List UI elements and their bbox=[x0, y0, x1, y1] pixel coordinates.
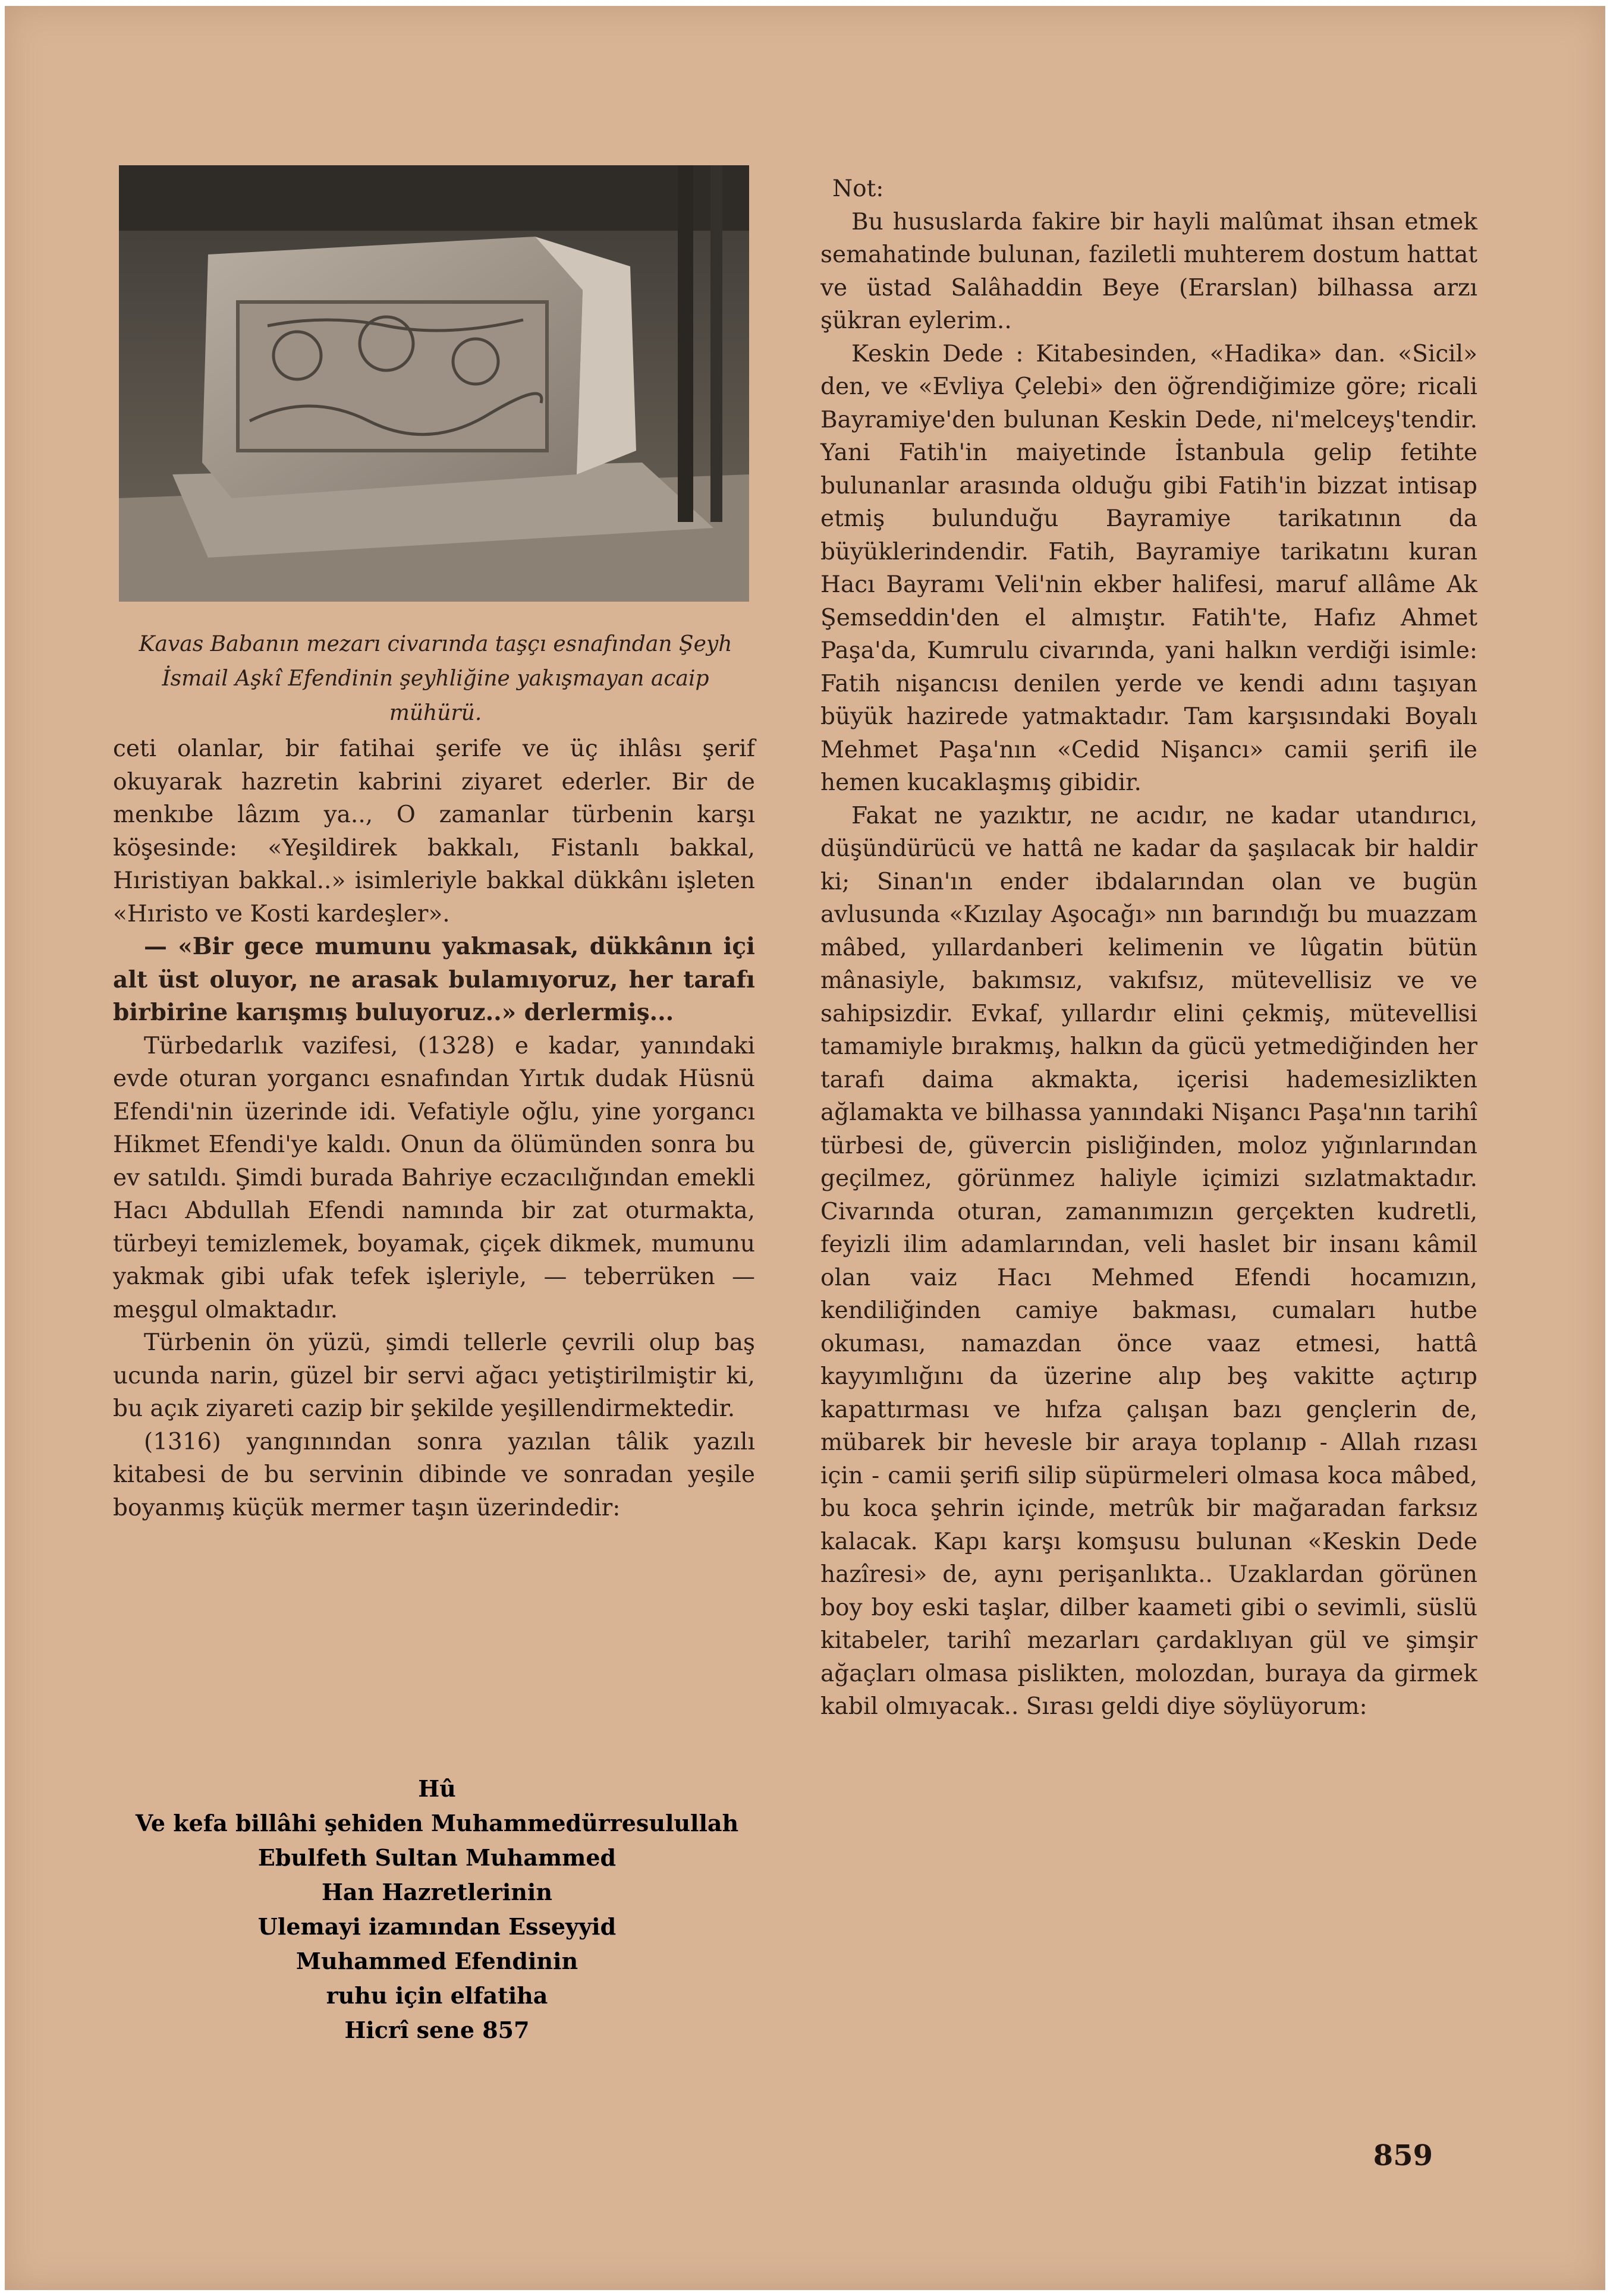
paragraph: Fakat ne yazıktır, ne acıdır, ne kadar utandırıcı, düşündürücü ve hattâ ne kadar da şaşılacak bir haldir ki; Sinan'ın ender ibdalarından olan ve bugün avlusunda «Kızılay Aşocağı» nın barındığı bu muazzam mâbed, yıllardanberi kelimenin ve lûgatin bütün mânasiyle, bakımsız, vakıfsız, mütevellisiz ve ve sahipsizdir. Evkaf, yıllardır elini çekmiş, mütevellisi tamamiyle bırakmış, halkın da gücü yetmediğinden her tarafı daima akmakta, içerisi hademesizlikten ağlamakta ve bilhassa yanındaki Nişancı Paşa'nın tarihî türbesi de, güvercin pisliğinden, moloz yığınlarından geçilmez, görünmez haliyle içimizi sızlatmaktadır. Civarında oturan, zamanımızın gerçekten kudretli, feyizli ilim adamlarından, veli haslet bir insanı kâmil olan vaiz Hacı Mehmed Efendi hocamızın, kendiliğinden camiye bakması, cumaları hutbe okuması, namazdan önce vaaz etmesi, hattâ kayyımlığını da üzerine alıp beş vakitte açtırıp kapattırması ve hıfza çalışan bazı gençlerin de, mübarek bir hevesle bir araya toplanıp - Allah rızası için - camii şerifi silip süpürmeleri olmasa koca mâbed, bu koca şehrin içinde, metrûk bir mağaradan farksız kalacak. Kapı karşı komşusu bulunan «Keskin Dede hazîresi» de, aynı perişanlıkta.. Uzaklardan görünen boy boy eski taşlar, dilber kaameti gibi o sevimli, süslü kitabeler, tarihî mezarları çardaklıyan gül ve şimşir ağaçları olmasa pislikten, molozdan, buraya da girmek kabil olmıyacak.. Sırası geldi diye söylüyorum: bbox=[820, 802, 1477, 1720]
paragraph: Keskin Dede : Kitabesinden, «Hadika» dan. «Sicil» den, ve «Evliya Çelebi» den öğrendiğimize göre; ricali Bayramiye'den bulunan Keskin Dede, ni'melceyş'tendir. Yani Fatih'in maiyetinde İstanbula gelip fetihte bulunanlar arasında olduğu gibi Fatih'in bizzat intisap etmiş bulunduğu Bayramiye tarikatının da büyüklerindendir. Fatih, Bayramiye tarikatını kuran Hacı Bayramı Veli'nin ekber halifesi, maruf allâme Ak Şemseddin'den el almıştır. Fatih'te, Hafız Ahmet Paşa'da, Kumrulu civarında, yani halkın verdiği isimle: Fatih nişancısı denilen yerde ve kendi adını taşıyan büyük hazirede yatmaktadır. Tam karşısındaki Boyalı Mehmet Paşa'nın «Cedid Nişancı» camii şerifi ile hemen kucaklaşmış gibidir. bbox=[820, 340, 1477, 796]
page-number: 859 bbox=[1373, 2139, 1433, 2172]
inscription-line: Ve kefa billâhi şehiden Muhammedürresulullah bbox=[135, 1810, 739, 1836]
inscription-line: ruhu için elfatiha bbox=[326, 1982, 548, 2009]
paragraph: Türbenin ön yüzü, şimdi tellerle çevrili olup baş ucunda narin, güzel bir servi ağacı yetiştirilmiştir ki, bu açık ziyareti cazip bir şekilde yeşillendirmektedir. bbox=[113, 1329, 755, 1422]
inscription-line: Hicrî sene 857 bbox=[344, 2017, 530, 2043]
paragraph: (1316) yangınından sonra yazılan tâlik yazılı kitabesi de bu servinin dibinde ve sonradan yeşile boyanmış küçük mermer taşın üzerindedir: bbox=[113, 1428, 755, 1521]
left-column bbox=[113, 732, 755, 1524]
paragraph: Bu hususlarda fakire bir hayli malûmat ihsan etmek semahatinde bulunan, faziletli muhterem dostum hattat ve üstad Salâhaddin Beye (Erarslan) bilhassa arzı şükran eylerim.. bbox=[820, 208, 1477, 334]
inscription-line: Han Hazretlerinin bbox=[322, 1879, 552, 1905]
right-column bbox=[820, 172, 1477, 1723]
photo-caption: Kavas Babanın mezarı civarında taşçı esnafından Şeyh İsmail Aşkî Efendinin şeyhliğine yakışmayan acaip mühürü. bbox=[139, 632, 732, 725]
inscription-block bbox=[113, 1772, 761, 2047]
paragraph: Türbedarlık vazifesi, (1328) e kadar, yanındaki evde oturan yorgancı esnafından Yırtık dudak Hüsnü Efendi'nin üzerinde idi. Vefatiyle oğlu, yine yorgancı Hikmet Efendi'ye kaldı. Onun da ölümünden sonra bu ev satıldı. Şimdi burada Bahriye eczacılığından emekli Hacı Abdullah Efendi namında bir zat oturmakta, türbeyi temizlemek, boyamak, çiçek dikmek, mumunu yakmak gibi ufak tefek işleriyle, — teberrüken — meşgul olmaktadır. bbox=[113, 1032, 755, 1323]
paragraph: ceti olanlar, bir fatihai şerife ve üç ihlâsı şerif okuyarak hazretin kabrini ziyaret ederler. Bir de menkıbe lâzım ya.., O zamanlar türbenin karşı köşesinde: «Yeşildirek bakkalı, Fistanlı bakkal, Hıristiyan bakkal..» isimleriyle bakkal dükkânı işleten «Hıristo ve Kosti kardeşler». bbox=[113, 735, 755, 927]
paragraph: — «Bir gece mumunu yakmasak, dükkânın içi alt üst oluyor, ne arasak bulamıyoruz, her tarafı birbirine karışmış buluyoruz..» derlermiş... bbox=[113, 933, 755, 1026]
inscription-line: Muhammed Efendinin bbox=[295, 1948, 578, 1974]
inscription-line: Ulemayi izamından Esseyyid bbox=[257, 1913, 617, 1940]
inscription-line: Hû bbox=[418, 1775, 456, 1802]
note-heading: Not: bbox=[832, 175, 884, 202]
tombstone-photo bbox=[119, 165, 749, 602]
inscription-line: Ebulfeth Sultan Muhammed bbox=[257, 1844, 617, 1871]
tombstone-image bbox=[119, 165, 749, 602]
